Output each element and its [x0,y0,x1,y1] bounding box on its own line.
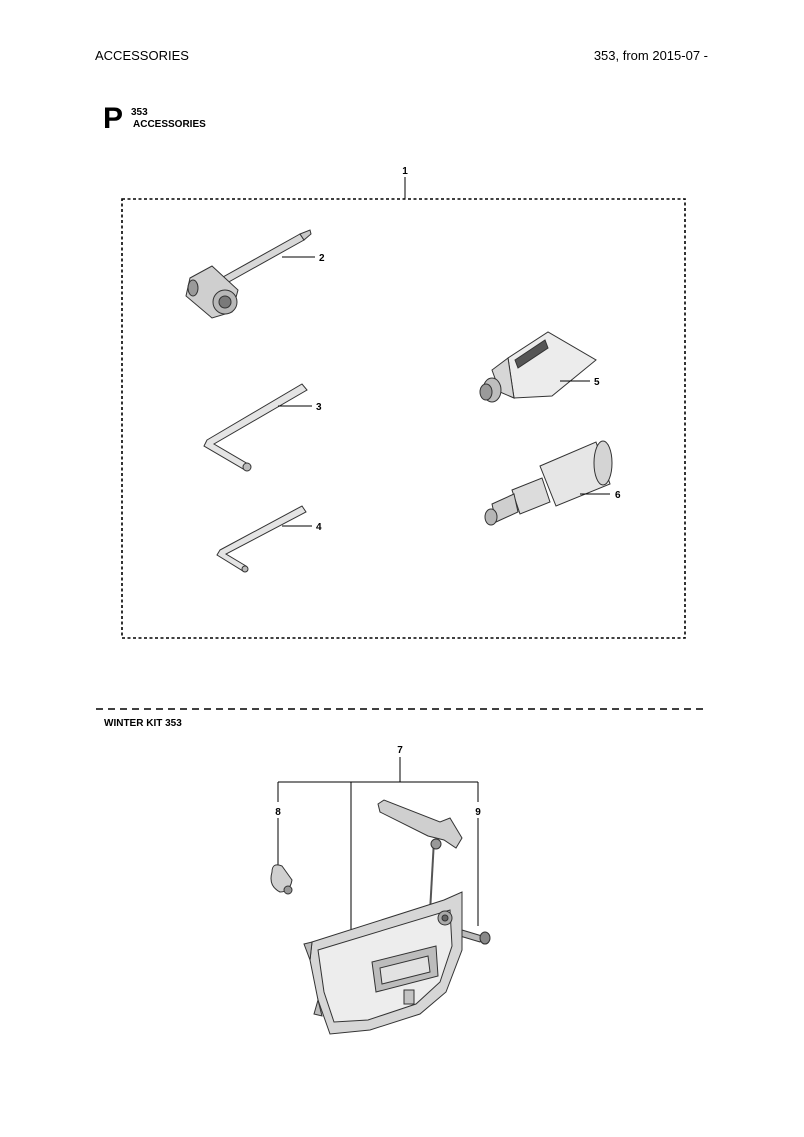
callout-6: 6 [615,490,621,501]
callout-7: 7 [397,745,403,756]
hex-key-large-drawing [204,384,307,471]
header-model-date: 353, from 2015-07 - [593,48,708,63]
combination-spanner-drawing [186,230,311,318]
shutter-lever-drawing [378,800,462,912]
callout-2: 2 [319,253,325,264]
winter-kit-title: WINTER KIT 353 [104,718,182,729]
accessory-kit-frame [122,199,685,638]
section-letter: P [103,102,124,135]
callout-3: 3 [316,402,322,413]
winter-cover-drawing [304,892,462,1034]
grease-gun-drawing [485,441,612,525]
section-title: ACCESSORIES [133,119,206,130]
callout-4: 4 [316,522,322,533]
callout-9: 9 [475,807,481,818]
section-code: 353 [131,107,148,118]
header-title: ACCESSORIES [95,48,189,63]
callout-1: 1 [402,166,408,177]
callout-8: 8 [275,807,281,818]
grease-tube-drawing [480,332,596,402]
hex-key-small-drawing [217,506,306,572]
cover-plate-drawing [271,865,292,894]
screw-drawing [460,930,490,944]
callout-5: 5 [594,377,600,388]
